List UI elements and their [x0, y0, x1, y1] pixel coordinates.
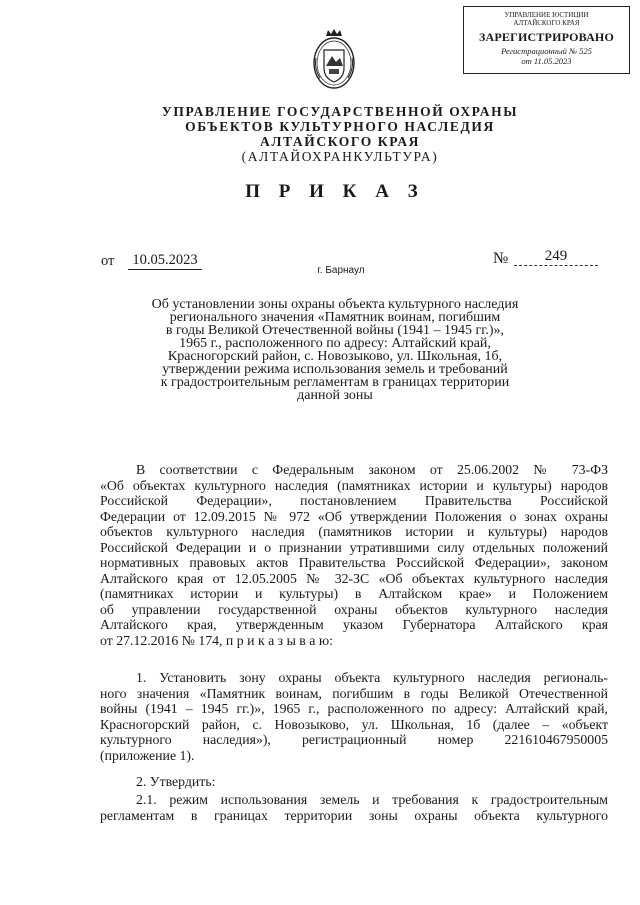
subject-line: утверждении режима использования земель и требований [162, 362, 508, 377]
document-type: П Р И К А З [245, 181, 425, 202]
subject-line: к градостроительным регламентам в границах территории [160, 375, 510, 390]
subject-line: Красногорский район, с. Новозыково, ул. Школьная, 1б, [167, 349, 503, 364]
order-date: 10.05.2023 [128, 252, 202, 270]
preamble-line: об управлении государственной охраны объектов культурного наследия [100, 601, 608, 617]
stamp-reg-number: Регистрационный № 525 [501, 46, 592, 56]
preamble-line: (памятниках истории и культуры) в Алтайском крае» и Положением [100, 586, 608, 601]
item-1-line: (приложение 1). [100, 747, 195, 763]
subject-line: 1965 г., расположенного по адресу: Алтайский край, [179, 336, 491, 351]
preamble-line: Алтайского края от 12.05.2005 № 32-ЗС «Об объектах культурного наследия [100, 570, 608, 586]
item-2-paragraph [100, 774, 608, 790]
subject-line: данной зоны [297, 388, 373, 403]
item-1-line: войны (1941 – 1945 гг.)», 1965 г., расположенного по адресу: Алтайский край, [100, 701, 608, 716]
stamp-authority-line1: УПРАВЛЕНИЕ ЮСТИЦИИ [504, 11, 589, 19]
org-name-line2: ОБЪЕКТОВ КУЛЬТУРНОГО НАСЛЕДИЯ [185, 119, 495, 134]
stamp-reg-date: от 11.05.2023 [521, 56, 572, 66]
preamble-line: «Об объектах культурного наследия (памятниках истории и культуры) народов [100, 477, 608, 493]
preamble-line: объектов культурного наследия (памятников истории и культуры) народов [100, 524, 608, 539]
subject-line: Об установлении зоны охраны объекта культурного наследия [151, 297, 519, 312]
item-1-line: Красногорский район, с. Новозыково, ул. Школьная, 1б (далее – «объект [100, 716, 608, 732]
order-subject [110, 298, 560, 402]
item-1-line: ного значения «Памятник воинам, погибшим в годы Великой Отечественной [100, 685, 608, 701]
org-short-name: (АЛТАЙОХРАНКУЛЬТУРА) [241, 149, 439, 164]
item-2-1-line: 2.1. режим использования земель и требования к градостроительным [136, 792, 608, 807]
item-2-1-paragraph [100, 792, 608, 823]
preamble-line: Алтайского края, утвержденным указом Губернатора Алтайского края [100, 617, 608, 632]
stamp-authority-line2: АЛТАЙСКОГО КРАЯ [513, 19, 580, 27]
number-sign: № [493, 250, 509, 267]
stamp-status: ЗАРЕГИСТРИРОВАНО [478, 30, 614, 44]
registration-stamp [463, 6, 630, 74]
altai-krai-coat-of-arms-icon [312, 28, 356, 90]
preamble-line: от 27.12.2016 № 174, п р и к а з ы в а ю: [100, 632, 333, 648]
item-2-line: 2. Утвердить: [136, 774, 216, 789]
preamble-line: В соответствии с Федеральным законом от 25.06.2002 № 73-ФЗ [136, 462, 608, 477]
item-1-line: культурного наследия»), регистрационный номер 221610467950005 [100, 732, 608, 747]
preamble-line: Федерации от 12.09.2015 № 972 «Об утверждении Положения о зонах охраны [100, 508, 608, 524]
city: г. Барнаул [317, 265, 365, 276]
order-number: 249 [514, 248, 598, 266]
subject-line: в годы Великой Отечественной войны (1941 – 1945 гг.)», [165, 323, 505, 338]
item-2-1-line: регламентам в границах территории зоны охраны объекта культурного [100, 807, 608, 823]
item-1-line: 1. Установить зону охраны объекта культурного наследия региональ- [136, 670, 608, 685]
preamble-line: Российской Федерации и о признании утратившими силу отдельных положений [100, 539, 608, 555]
preamble-line: Российской Федерации», постановлением Правительства Российской [100, 493, 608, 508]
item-1-paragraph [100, 670, 608, 763]
subject-line: регионального значения «Памятник воинам, погибшим [169, 310, 501, 325]
org-name-line1: УПРАВЛЕНИЕ ГОСУДАРСТВЕННОЙ ОХРАНЫ [161, 104, 519, 119]
preamble-paragraph [100, 462, 608, 648]
preamble-line: нормативных правовых актов Правительства Российской Федерации», законом [100, 555, 608, 570]
org-name-line3: АЛТАЙСКОГО КРАЯ [259, 134, 421, 149]
date-label: от [101, 253, 115, 269]
